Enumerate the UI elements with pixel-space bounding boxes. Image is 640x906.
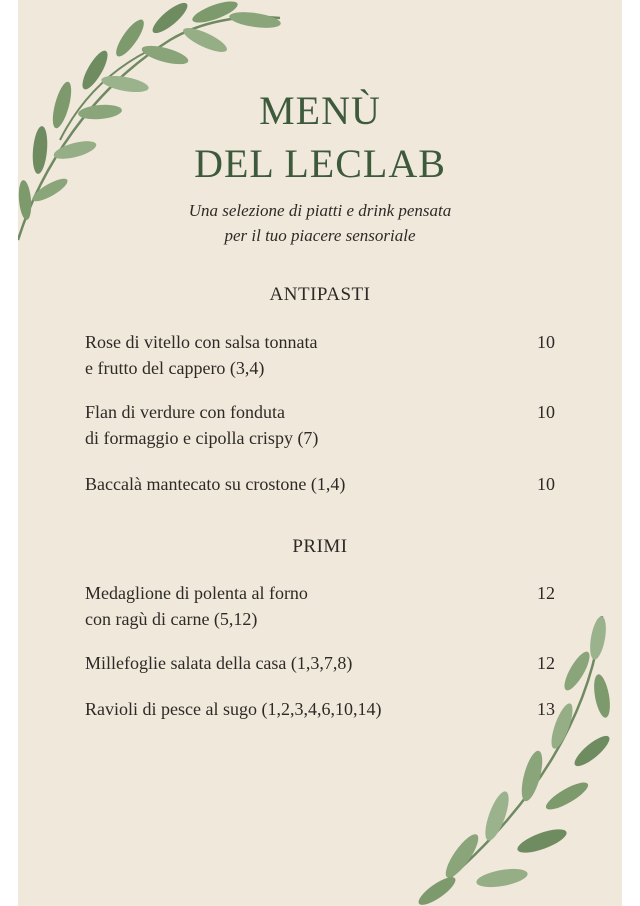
menu-item-line: Flan di verdure con fonduta bbox=[85, 402, 285, 422]
menu-item-line: Millefoglie salata della casa (1,3,7,8) bbox=[85, 653, 353, 673]
menu-item-price: 10 bbox=[537, 474, 555, 494]
leaf-branch-bottom-right-icon bbox=[402, 616, 622, 906]
menu-item-price: 10 bbox=[537, 332, 555, 352]
page-title-line1: MENÙ bbox=[259, 88, 381, 133]
section-title-primi: PRIMI bbox=[292, 536, 348, 557]
menu-item-line: Ravioli di pesce al sugo (1,2,3,4,6,10,14) bbox=[85, 699, 382, 719]
menu-item-line: con ragù di carne (5,12) bbox=[85, 609, 258, 629]
section-title-antipasti: ANTIPASTI bbox=[269, 284, 371, 305]
menu-item-price: 10 bbox=[537, 402, 555, 422]
menu-item-price: 13 bbox=[537, 699, 555, 719]
page-title-line2: DEL LECLAB bbox=[194, 141, 446, 186]
menu-page bbox=[18, 0, 622, 906]
menu-item-price: 12 bbox=[537, 583, 555, 603]
menu-item-line: di formaggio e cipolla crispy (7) bbox=[85, 428, 319, 448]
subtitle-line1: Una selezione di piatti e drink pensata bbox=[188, 201, 452, 220]
menu-item-price: 12 bbox=[537, 653, 555, 673]
subtitle-line2: per il tuo piacere sensoriale bbox=[224, 226, 416, 245]
menu-item-line: e frutto del cappero (3,4) bbox=[85, 358, 265, 378]
menu-item-line: Medaglione di polenta al forno bbox=[85, 583, 308, 603]
menu-item-line: Baccalà mantecato su crostone (1,4) bbox=[85, 474, 346, 494]
menu-item-line: Rose di vitello con salsa tonnata bbox=[85, 332, 318, 352]
